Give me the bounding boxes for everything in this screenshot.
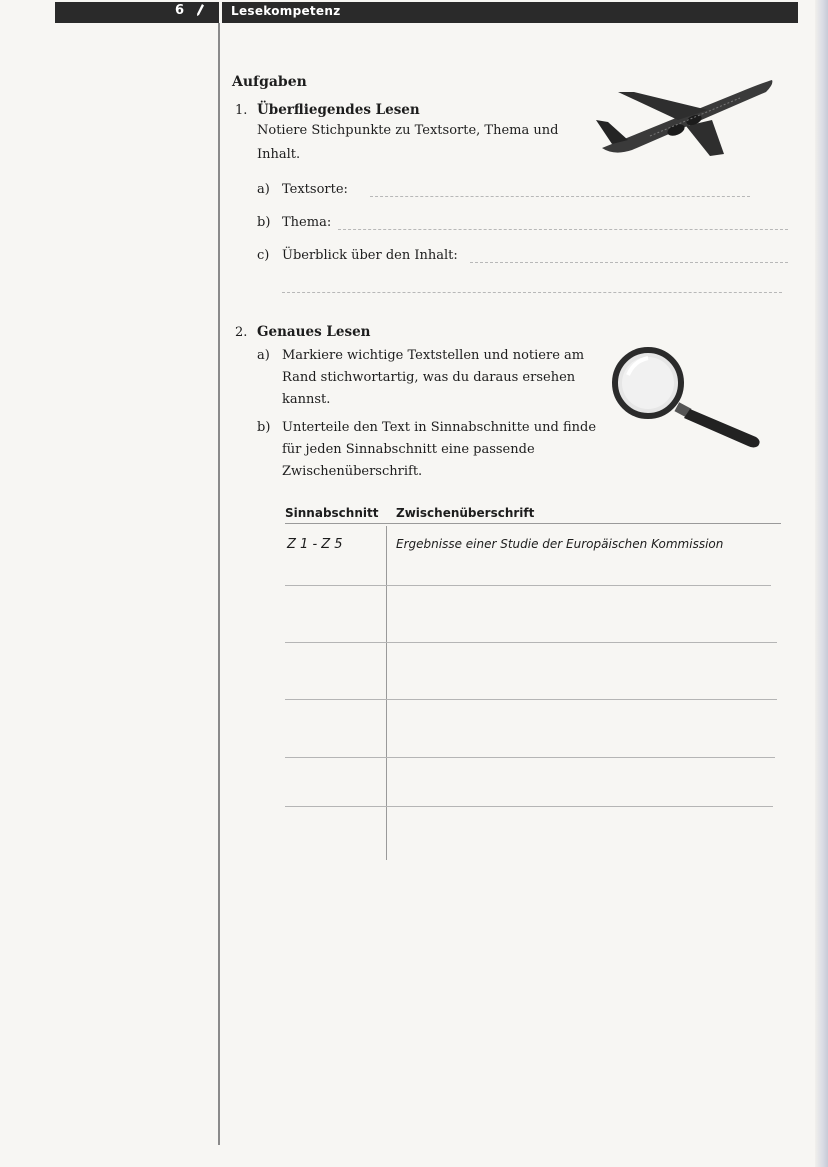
inhalt-answer-line-2[interactable] [282, 292, 782, 293]
margin-line [218, 23, 220, 1145]
task1-number: 1. [235, 103, 248, 118]
table-header-rule [285, 523, 781, 524]
page-number: 6 [175, 3, 185, 18]
task1-b-marker: b) [257, 215, 271, 230]
task2-a-line1: Markiere wichtige Textstellen und notiere am [282, 348, 585, 363]
task1-a-marker: a) [257, 182, 270, 197]
inhalt-answer-line-1[interactable] [470, 262, 788, 263]
task1-a-label: Textsorte: [282, 182, 348, 197]
table-column-divider [386, 526, 387, 860]
table-row-heading: Ergebnisse einer Studie der Europäischen Kommission [396, 537, 724, 551]
task2-b-line1: Unterteile den Text in Sinnabschnitte und finde [282, 420, 597, 435]
thema-answer-line[interactable] [338, 229, 788, 230]
table-header-sinnabschnitt: Sinnabschnitt [285, 506, 379, 520]
table-row-line [285, 642, 777, 643]
task1-c-marker: c) [257, 248, 270, 263]
airplane-image [590, 70, 775, 160]
page-edge-shadow [815, 0, 828, 1167]
task1-instruction-line2: Inhalt. [257, 147, 301, 162]
table-header-zwischenueberschrift: Zwischenüberschrift [396, 506, 535, 520]
task2-a-marker: a) [257, 348, 270, 363]
table-row-section: Z 1 - Z 5 [287, 537, 343, 552]
task1-c-label: Überblick über den Inhalt: [282, 248, 458, 263]
task2-b-line2: für jeden Sinnabschnitt eine passende [282, 442, 535, 457]
header-bar [55, 2, 798, 23]
task1-title: Überfliegendes Lesen [257, 102, 420, 118]
task2-title: Genaues Lesen [257, 324, 371, 340]
task2-a-line3: kannst. [282, 392, 331, 407]
header-title: Lesekompetenz [231, 4, 341, 18]
table-row-line [285, 699, 777, 700]
task2-a-line2: Rand stichwortartig, was du daraus ersehen [282, 370, 576, 385]
pencil-icon [196, 4, 204, 16]
task2-b-marker: b) [257, 420, 271, 435]
table-row-line [285, 585, 771, 586]
magnifying-glass-image [610, 345, 765, 455]
tasks-heading: Aufgaben [232, 74, 307, 90]
table-row-line [285, 757, 775, 758]
task2-b-line3: Zwischenüberschrift. [282, 464, 423, 479]
task1-instruction-line1: Notiere Stichpunkte zu Textsorte, Thema und [257, 123, 559, 138]
task2-number: 2. [235, 325, 248, 340]
task1-b-label: Thema: [282, 215, 332, 230]
textsorte-answer-line[interactable] [370, 196, 750, 197]
table-row-line [285, 806, 773, 807]
